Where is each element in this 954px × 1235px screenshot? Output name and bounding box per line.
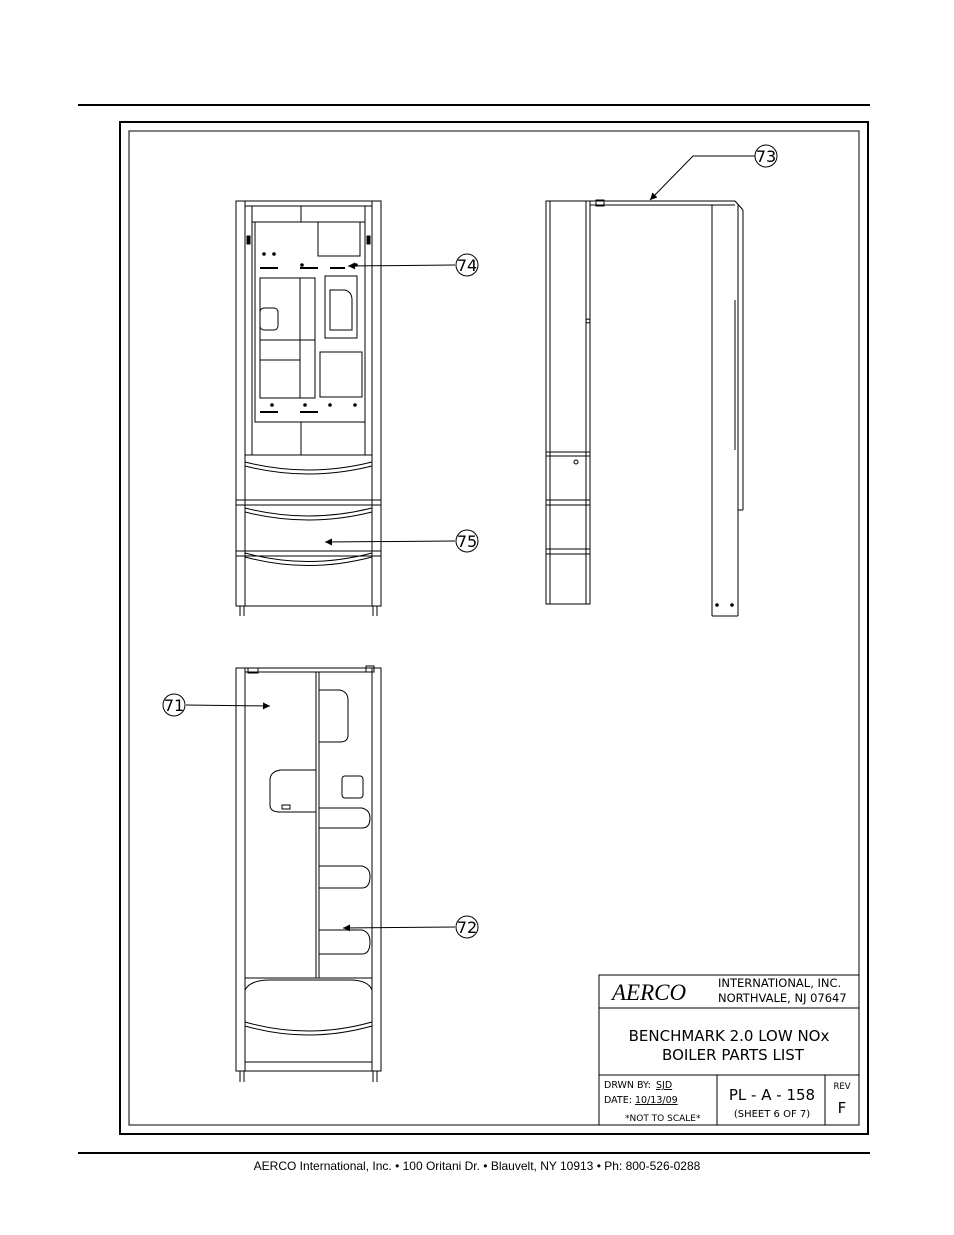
callout-72 [456,916,478,938]
drawing-title-line1: BENCHMARK 2.0 LOW NOx [628,1027,830,1045]
callout-75-label: 75 [456,532,478,551]
drawn-by-label: DRWN BY: [604,1080,651,1091]
callout-71 [163,694,185,716]
aerco-logo: AERCO [612,980,687,1005]
sheet-number: (SHEET 6 OF 7) [733,1109,811,1120]
callout-74 [456,254,478,276]
callout-73-label: 73 [755,147,777,166]
drawing-number: PL - A - 158 [728,1086,816,1104]
callout-73 [755,145,777,167]
side-view [546,200,743,616]
rev-label: REV [833,1082,851,1092]
company-address: NORTHVALE, NJ 07647 [718,991,847,1005]
scale-note: *NOT TO SCALE* [625,1114,701,1124]
footer-address: AERCO International, Inc. • 100 Oritani Dr. • Blauvelt, NY 10913 • Ph: 800-526-0288 [253,1159,701,1173]
date-label: DATE: [604,1095,632,1106]
front-view [236,201,381,616]
callout-74-label: 74 [456,256,478,275]
drawn-by-value: SJD [656,1080,673,1091]
rev-value: F [837,1099,847,1117]
callout-72-label: 72 [456,918,478,937]
rear-view [236,666,381,1082]
drawing-title-line2: BOILER PARTS LIST [662,1046,804,1064]
date-value: 10/13/09 [635,1095,678,1106]
company-name: INTERNATIONAL, INC. [718,976,842,990]
callout-75 [456,530,478,552]
callout-71-label: 71 [163,696,185,715]
